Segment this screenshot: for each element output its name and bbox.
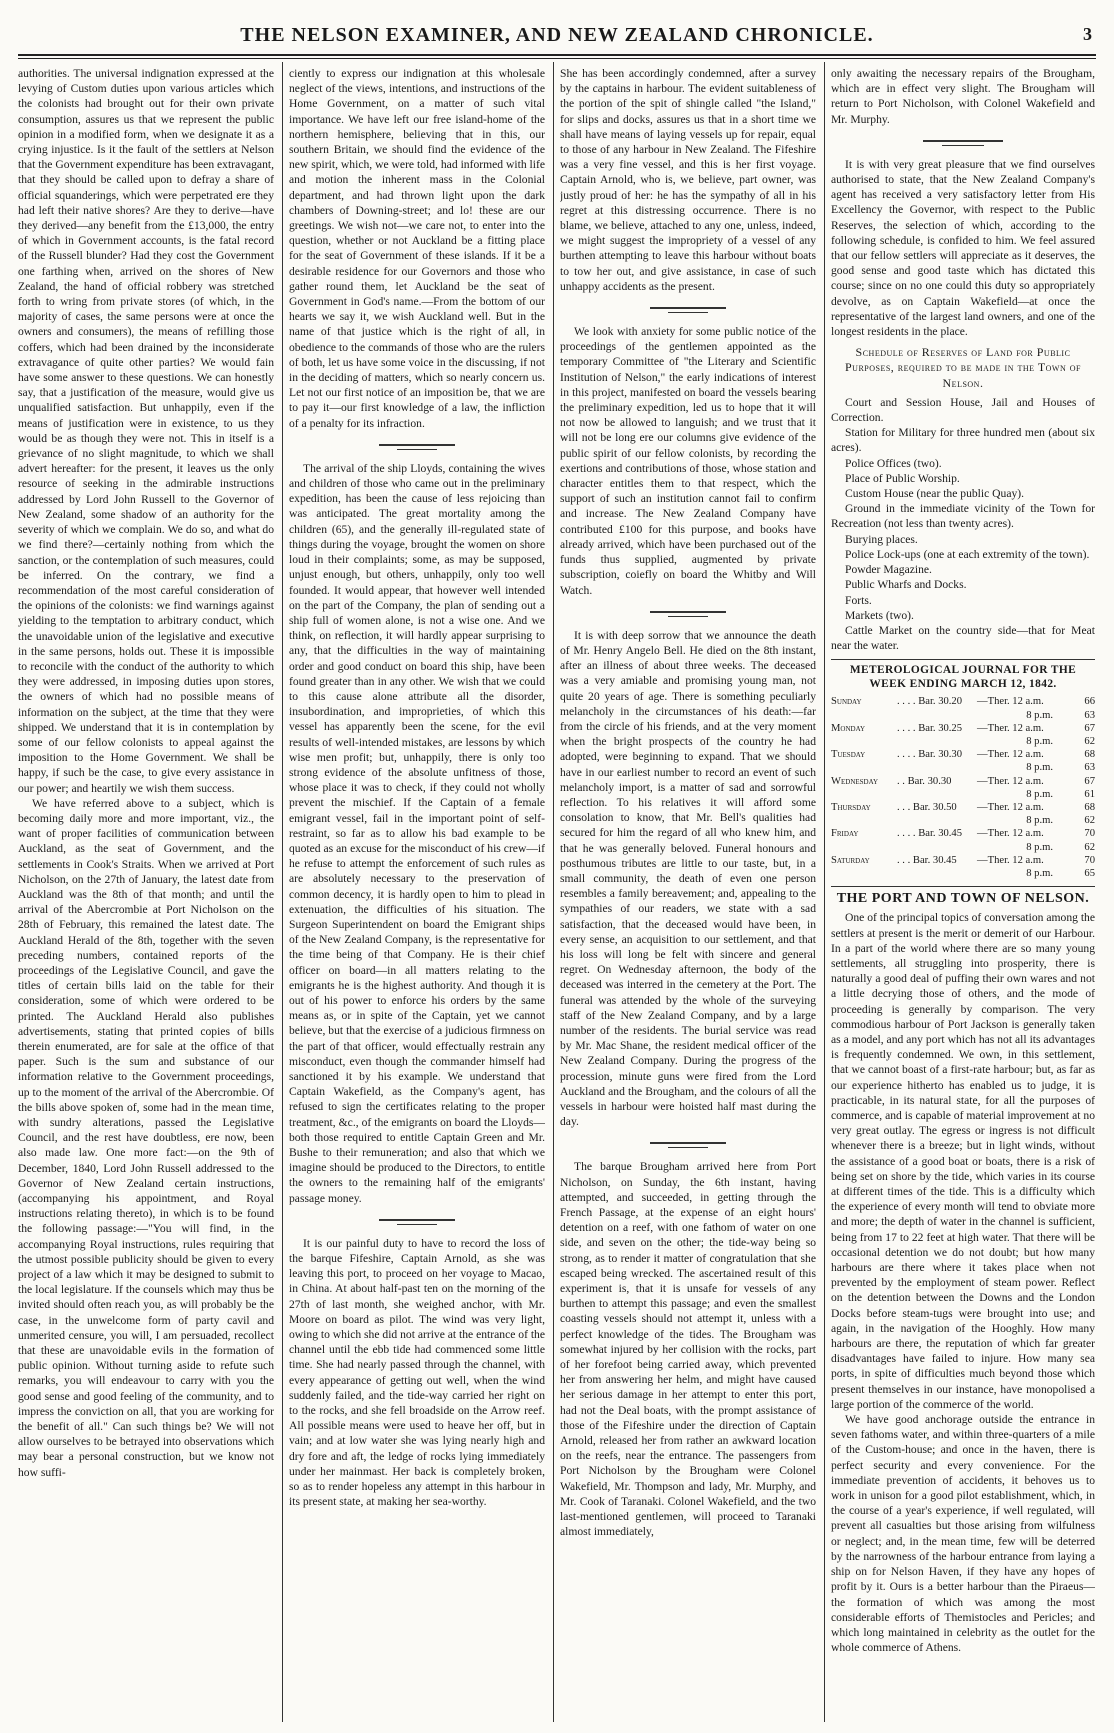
masthead-rule [18, 54, 1096, 56]
met-spacer [831, 867, 897, 880]
schedule-item: Police Offices (two). [845, 456, 942, 470]
met-row [831, 827, 1095, 840]
met-evening-label: 8 p.m. [1026, 735, 1053, 747]
met-evening-label: 8 p.m. [1026, 841, 1053, 853]
article-brougham-continued: only awaiting the necessary repairs of the Brougham, which are in effect very slight. The Brougham will return to Port Nicholson, with Colonel Wakefield and Mr. Murphy. [831, 67, 1095, 126]
met-temp-noon: 68 [1084, 749, 1095, 761]
met-row [831, 854, 1095, 867]
article-port-and-town: One of the principal topics of conversation among the settlers at present is the merit or demerit of our Harbour. In a part of the world where there are so many young settlements, all struggling into prosperity, there is naturally a good deal of puffing their own wares and not a little decrying those of others, and the mode of proceeding is generally by comparison. The very commodious harbour of Port Jackson is generally taken as a model, and any port which has not all its advantages is frequently condemned. We own, in this settlement, that we cannot boast of a first-rate harbour; but, as far as our experience hitherto has enabled us to judge, it is practicable, in its natural state, for all the purposes of commerce, and is capable of material improvement at no very great outlay. The egress or ingress is not difficult whenever there is a breeze; but in light winds, without the assistance of a good boat or boats, there is a risk of being set on shore by the tide, which varies in its course at different times of the tide. This is a difficulty which the experience of every month will tend to obviate more and more; the depth of water in the channel is sufficient, being from 17 to 22 feet at high water. That there will be occasional detention we do not doubt; but how many harbours are there where it takes place when not prevented by the employment of steam power. Reflect on the detention between the Downs and the London Docks before steam-tugs were brought into use; and again, in the navigation of the Hooghly. How many harbours are there, the reputation of which far greater disadvantages have failed to injure. How many sea ports, in spite of difficulties much beyond those which present themselves in our instance, have monopolised a large portion of the commerce of the world. [831, 911, 1095, 1411]
masthead-rule-thin [18, 58, 1096, 59]
met-spacer [897, 735, 977, 748]
met-spacer [897, 814, 977, 827]
met-temp-evening: 65 [1084, 867, 1095, 879]
meteorological-journal-title: METEROLOGICAL JOURNAL FOR THE WEEK ENDING MARCH 12, 1842. [849, 664, 1077, 691]
met-row-evening [831, 867, 1095, 880]
schedule-item: Station for Military for three hundred men (about six acres). [831, 426, 1095, 455]
met-temp-evening: 63 [1084, 709, 1095, 721]
article-death-henry-bell: It is with deep sorrow that we announce the death of Mr. Henry Angelo Bell. He died on the 8th instant, after an illness of about three weeks. The deceased was a very amiable and promising young man, not quite 20 years of age. There is something peculiarly melancholy in the circumstances of his death:—far from the circle of his friends, and at the very moment when the bright prospects of the country he had adopted, were beginning to expand. That we should have in our earliest number to record an event of such melancholy import, is a matter of sad and sorrowful reflection. To his relatives it will afford some consolation to know, that Mr. Bell's qualities had secured for him the regard of all who knew him, and that he was generally beloved. Funeral honours and posthumous tributes are little to our taste, but, in a small community, the death of even one person resembles a family bereavement; and, appealing to the sympathies of our readers, we state with a sad satisfaction, that the deceased would have been, in every sense, an acquisition to our settlement, and that his loss will long be felt with sincere and general regret. On Wednesday afternoon, the body of the deceased was interred in the cemetery at the Port. The funeral was attended by the whole of the surveying staff of the New Zealand Company, and by a large number of the residents. The burial service was read by Mr. Mac Shane, the resident medical officer of the New Zealand Company. During the progress of the procession, minute guns were fired from the Lord Auckland and the Brougham, and the colours of all the vessels in harbour were hoisted half mast during the day. [560, 628, 816, 1129]
met-thermometer-label: —Ther. 12 a.m. [977, 801, 1044, 813]
met-row [831, 801, 1095, 814]
schedule-item: Burying places. [845, 532, 918, 546]
met-temp-evening: 62 [1084, 841, 1095, 853]
article-separator [289, 437, 545, 455]
met-thermometer-label: —Ther. 12 a.m. [977, 696, 1044, 708]
met-day: Thursday [831, 801, 871, 813]
met-evening-label: 8 p.m. [1026, 709, 1053, 721]
schedule-list [831, 395, 1095, 653]
column-4 [831, 66, 1095, 1716]
article-literary-institution: We look with anxiety for some public notice of the proceedings of the gentlemen appointed as the temporary Committee of "the Literary and Scientific Institution of Nelson," the early indications of interest in this project, manifested on board the vessels bearing the preliminary expedition, led us to hope that it will not now be allowed to languish; and we trust that it will not be long ere our columns give evidence of the public spirit of our fellow colonists, by recording the exertions and contributions of those, whose station and character entitles them to that respect, which the support of such an institution cannot fail to confirm and increase. The New Zealand Company have contributed £100 for this purpose, and books have already arrived, which have been purchased out of the funds thus supplied, augmented by private subscription, coiefly on board the Whitby and Will Watch. [560, 325, 816, 597]
article-public-reserves: It is with very great pleasure that we find ourselves authorised to state, that the New Zealand Company's agent has received a very satisfactory letter from His Excellency the Governor, with respect to the Public Reserves, the selection of which, according to the following schedule, is confided to him. We feel assured that our fellow settlers will appreciate as it deserves, the good sense and good taste which has dictated this course; since on no one could this duty so appropriately devolve, as on Captain Wakefield—at once the representative of the largest land owners, and one of the longest residents in the place. [831, 157, 1095, 339]
met-barometer: . . . Bar. 30.50 [897, 801, 957, 813]
schedule-item: Ground in the immediate vicinity of the Town for Recreation (not less than twenty acres). [831, 502, 1095, 531]
met-temp-evening: 61 [1084, 788, 1095, 800]
masthead [18, 18, 1096, 54]
met-temp-noon: 70 [1084, 828, 1095, 840]
column-divider [553, 62, 554, 1722]
schedule-item: Place of Public Worship. [845, 471, 960, 485]
met-evening-label: 8 p.m. [1026, 867, 1053, 879]
met-temp-noon: 70 [1084, 854, 1095, 866]
schedule-heading: Schedule of Reserves of Land for Public Purposes, required to be made in the Town of Nelson. [845, 345, 1081, 390]
met-day: Wednesday [831, 775, 879, 787]
met-temp-noon: 68 [1084, 801, 1095, 813]
met-day: Saturday [831, 854, 870, 866]
met-evening-label: 8 p.m. [1026, 815, 1053, 827]
met-barometer: . . . . Bar. 30.30 [897, 749, 963, 761]
met-temp-evening: 63 [1084, 762, 1095, 774]
met-spacer [831, 735, 897, 748]
met-spacer [897, 761, 977, 774]
met-spacer [831, 814, 897, 827]
column-divider [282, 62, 283, 1722]
met-barometer: . . Bar. 30.30 [897, 775, 952, 787]
met-day: Sunday [831, 696, 862, 708]
met-temp-noon: 66 [1084, 696, 1095, 708]
met-spacer [897, 788, 977, 801]
schedule-item: Forts. [845, 593, 872, 607]
column-1 [18, 66, 274, 1716]
met-row-evening [831, 814, 1095, 827]
met-temp-evening: 62 [1084, 815, 1095, 827]
met-barometer: . . . . Bar. 30.25 [897, 722, 963, 734]
article-fifeshire-loss: It is our painful duty to have to record the loss of the barque Fifeshire, Captain Arnold, as she was leaving this port, to proceed on her voyage to Macao, in China. At about half-past ten on the morning of the 27th of last month, she weighed anchor, with Mr. Moore on board as pilot. The wind was very light, owing to which she did not arrive at the entrance of the channel until the ebb tide had commenced some little time. She had nearly passed through the channel, with every appearance of getting out well, when the wind suddenly failed, and the tide-way carried her right on to the rocks, and she fell broadside on the Arrow reef. All possible means were used to heave her off, but in vain; and at low water she was lying nearly high and dry fore and aft, the ledge of rocks lying immediately under her mainmast. Her back is completely broken, so as to render hopeless any attempt in this harbour in its present state, at making her sea-worthy. [289, 1236, 545, 1509]
met-row-evening [831, 761, 1095, 774]
met-barometer: . . . . Bar. 30.20 [897, 696, 963, 708]
article-separator [289, 1212, 545, 1230]
section-rule [831, 886, 1095, 887]
article-separator [560, 1135, 816, 1153]
section-rule [831, 659, 1095, 660]
article-separator [831, 133, 1095, 151]
met-spacer [831, 788, 897, 801]
met-row [831, 722, 1095, 735]
schedule-item: Custom House (near the public Quay). [845, 487, 1025, 501]
met-row [831, 748, 1095, 761]
met-spacer [831, 841, 897, 854]
schedule-item: Cattle Market on the country side—that for Meat near the water. [831, 623, 1095, 653]
met-row-evening [831, 709, 1095, 722]
met-temp-noon: 67 [1084, 722, 1095, 734]
column-3 [560, 66, 816, 1716]
met-thermometer-label: —Ther. 12 a.m. [977, 854, 1044, 866]
met-day: Monday [831, 722, 866, 734]
article-communication-text: We have referred above to a subject, which is becoming daily more and more important, viz., the want of proper facilities of communication between Auckland, as the seat of Government, and the settlements in Cook's Straits. When we arrived at Port Nicholson, on the 27th of January, the latest date from Auckland was the 8th of that month; and until the arrival of the Abercrombie at Port Nicholson on the 28th of February, this remained the latest date. The Auckland Herald of the 8th, together with the seven preceding numbers, contained reports of the proceedings of the Legislative Council, and gave the titles of certain bills laid on the table for their consideration, some of which were ordered to be printed. The Auckland Herald also publishes advertisements, stating that printed copies of bills therein enumerated, are for sale at the office of that paper. Such is the sum and substance of our information relative to the Government proceedings, up to the moment of the arrival of the Abercrombie. Of the bills above spoken of, some had in the mean time, with sundry alterations, passed the Legislative Council, and the rest have doubtless, ere now, been also made law. One more fact:—on the 9th of December, 1840, Lord John Russell addressed to the Governor of New Zealand certain instructions, (accompanying his appointment, and Royal instructions relating thereto), in which is to be found the following passage:—"You will find, in the accompanying Royal instructions, rules requiring that the utmost possible publicity should be given to every project of a law which it may be designed to submit to the local legislature. If the counsels which may thus be invited should often reach you, as will probably be the case, in the unwelcome form of party cavil and unmerited censure, you will, I am persuaded, recollect that these are unavoidable evils in the formation of public opinion. Without turning aside to refute such remarks, you will endeavour to carry with you the good sense and good feeling of the community, and to impress the conviction on all, that you are working for the benefit of all." Can such things be? We will not allow ourselves to be betrayed into observations which may bear a personal construction, but we know not how suffi- [18, 796, 274, 1479]
schedule-item: Public Wharfs and Docks. [845, 578, 967, 592]
met-temp-evening: 62 [1084, 735, 1095, 747]
met-day: Friday [831, 828, 859, 840]
meteorological-table [831, 695, 1095, 880]
article-port-anchorage: We have good anchorage outside the entrance in seven fathoms water, and within three-quarters of a mile of the Custom-house; and once in the haven, there is perfect security and every convenience. For the immediate prevention of accidents, it behoves us to work in unison for a good pilot establishment, which, in the course of a year's experience, if well regulated, will prevent all casualties but those arising from wilfulness or neglect; and, in the mean time, few will be deterred by the narrowness of the harbour entrance from laying a ship on for Nelson Haven, if they have any hopes of profit by it. Ours is a better harbour than the Piraeus—the formation of which was among the most considerable efforts of Themistocles and Pericles; and which long maintained in celebrity as the outlet for the whole commerce of Athens. [831, 1413, 1095, 1655]
met-row [831, 695, 1095, 708]
article-customs-duties-text: authorities. The universal indignation expressed at the levying of Custom duties upon various articles which the colonists had brought out for their own private consumption, assures us that we represent the public opinion in a modified form, when we designate it as a crying injustice. Is it the fault of the settlers at Nelson that the Government expenditure has been extravagant, that they should be called upon to defray a share of official squanderings, which were perpetrated ere they had left their native shores? Are they to derive—have they derived—any benefit from the £13,000, the entry of which in Government accounts, is the fatal record of the Russell blunder? Had they cost the Government one farthing when, arrived on the shores of New Zealand, the hand of official robbery was stretched forth to wring from private stores (of which, in the majority of cases, the same persons were at once the owners and consumers), the means of refilling those coffers, which had been drained by the inconsiderate extravagance of quite other parties? We would fain have some answer to these questions. We can honestly say, that a justification of the measure, would give us unqualified satisfaction. But unhappily, even if the means of justification were in existence, to us they would be as though they were not. This in itself is a grievance of no slight magnitude, to which we shall advert hereafter: for the present, it leaves us the only resource of seeking in the admirable instructions addressed by Lord John Russell to the Governor of New Zealand, some shadow of an authority for the severity of which we complain. We do so, and what do we find there?—certainly nothing from which the sanction, or the contemplation of such measures, could be inferred. On the contrary, we find a recommendation of the most careful consideration of the opinions of the colonists: we find warnings against yielding to the temptation to arbitrary conduct, which the unavoidable union of the legislative and executive in the same persons, holds out. These it is impossible to reconcile with the conduct of the authority to which they were addressed, in imposing duties upon stores, the owners of which had no possible means of information on the subject, at the time that they were shipped. We understand that it is in contemplation by some of our fellow colonists to appeal against the imposition to the Home Government. We shall be happy, if such be the case, to give every assistance in our power; and heartily we wish them success. [18, 67, 274, 795]
met-row-evening [831, 841, 1095, 854]
article-fifeshire-continued: She has been accordingly condemned, after a survey by the captains in harbour. The evident suitableness of the portion of the spit of shingle called "the Island," for slips and docks, assures us that in a short time we shall have means of laying vessels up for repair, equal to those of any harbour in New Zealand. The Fifeshire was a very fine vessel, and this is her first voyage. Captain Arnold, who is, we believe, part owner, was justly proud of her: he has the sympathy of all in his regret at this distressing occurrence. There is no blame, we believe, attached to any one, unless, indeed, we might suggest the impropriety of a vessel of any burthen attempting to leave this harbour without boats to tow her out, and give assistance, in case of such unhappy accidents as the present. [560, 67, 816, 293]
met-evening-label: 8 p.m. [1026, 762, 1053, 774]
met-spacer [897, 867, 977, 880]
article-separator [560, 604, 816, 622]
newspaper-title: THE NELSON EXAMINER, AND NEW ZEALAND CHRONICLE. [240, 24, 874, 46]
schedule-item: Police Lock-ups (one at each extremity of the town). [845, 547, 1090, 561]
met-temp-noon: 67 [1084, 775, 1095, 787]
article-brougham-arrival: The barque Brougham arrived here from Port Nicholson, on Sunday, the 6th instant, having attempted, and succeeded, in getting through the French Passage, at the expense of an eight hours' detention on a reef, with one fathom of water on one side, and seven on the other; the tide-way being so strong, as to render it matter of congratulation that she escaped being wrecked. The ascertained result of this experiment is, that it is unsafe for vessels of any burthen to attempt this passage; and even the smallest coasting vessels should not attempt it, unless with a perfect knowledge of the tides. The Brougham was somewhat injured by her collision with the rocks, part of her forefoot being carried away, which prevented her from answering her helm, and might have caused her serious damage in her attempt to enter this port, had not the Deal boats, with the prompt assistance of those of the Fifeshire under the direction of Captain Arnold, released her from rather an awkward location on the reefs, near the entrance. The passengers from Port Nicholson by the Brougham were Colonel Wakefield, Mr. Thompson and lady, Mr. Murphy, and Mr. Cook of Taranaki. Colonel Wakefield, and the two last-mentioned gentlemen, will proceed to Taranaki almost immediately, [560, 1160, 816, 1539]
met-day: Tuesday [831, 749, 866, 761]
met-row-evening [831, 788, 1095, 801]
page-number: 3 [1083, 24, 1092, 44]
article-customs-duties-continued: ciently to express our indignation at this wholesale neglect of the views, intentions, and instructions of the Home Government, on a matter of such vital importance. We have left our free island-home of the northern hemisphere, believing that in this, our southern Britain, we should find the evidence of the new spirit, which, we were told, had informed with life and motion the inherent mass in the Colonial department, and had thrown light upon the dark chambers of Downing-street; and lo! these are our greetings. We wish not—we care not, to enter into the question, whether or not Auckland be a fitting place for the seat of Government of these islands. If it be a desirable residence for our Governors and those who gather round them, let Auckland be the seat of Government in God's name.—From the bottom of our hearts we say it, we wish Auckland well. But in the name of that justice which is the right of all, in obedience to the commands of those who are the rulers of both, let us have some voice in the discussing, if not in the deciding of matters, which so nearly concern us. Let not our first notice of an imposition be, that we are to pay it—our first knowledge of a law, the infliction of a penalty for its infraction. [289, 67, 545, 430]
column-divider [824, 62, 825, 1722]
met-thermometer-label: —Ther. 12 a.m. [977, 749, 1044, 761]
port-town-heading: THE PORT AND TOWN OF NELSON. [836, 891, 1090, 907]
met-thermometer-label: —Ther. 12 a.m. [977, 828, 1044, 840]
met-spacer [831, 709, 897, 722]
met-spacer [897, 709, 977, 722]
article-ship-lloyds: The arrival of the ship Lloyds, containing the wives and children of those who came out in the preliminary expedition, has been the cause of less rejoicing than was anticipated. The great mortality among the children (65), and the generally ill-regulated state of things during the voyage, brought the women on shore loud in their complaints; some, as may be supposed, unjust enough, but others, unhappily, only too well founded. It would appear, that however well intended on the part of the Company, the plan of sending out a ship full of women alone, is not a wise one. And we think, on reflection, it will hardly appear surprising to any, that the difficulties in the way of maintaining order and good conduct on board this ship, have been found greater than in any other. We wish that we could to this cause alone attribute all the disorder, insubordination, and improprieties, of which this vessel has apparently been the scene, for the evil results of well-intended mistakes, are lessons by which wise men profit; but, unhappily, there is only too strong evidence of the absolute unfitness of those, whose place it was to check, if they could not wholly prevent the mischief. If the Captain of a female emigrant vessel, fail in the important point of self-restraint, so far as to allow his bad example to be quoted as an excuse for the misconduct of his crew—if he refuse to attempt the enforcement of such rules as are absolutely necessary to the preservation of common decency, it is hardly open to him to plead in extenuation, the difficulties of his situation. The Surgeon Superintendent on board the Emigrant ships of the New Zealand Company, is the representative for the time being of that Company. He is their chief officer on board—in all matters relating to the emigrants he is the highest authority. And though it is out of his power to enforce his orders by the same means as, or in spite of the Captain, yet we cannot believe, but that the exercise of a judicious firmness on the part of that officer, would effectually restrain any misconduct, even though the commander himself had sanctioned it by his example. We understand that Captain Wakefield, as the Company's agent, has refused to sign the certificates relating to the proper treatment, &c., of the emigrants on board the Lloyds—both those required to entitle Captain Green and Mr. Bushe to their remuneration; and also that which we imagine should be produced to the Directors, to entitle the owners to the remaining half of the emigrants' passage money. [289, 461, 545, 1205]
met-spacer [831, 761, 897, 774]
schedule-item: Court and Session House, Jail and Houses of Correction. [831, 395, 1095, 425]
met-barometer: . . . Bar. 30.45 [897, 854, 957, 866]
schedule-item: Markets (two). [845, 608, 914, 622]
met-thermometer-label: —Ther. 12 a.m. [977, 775, 1044, 787]
met-row-evening [831, 735, 1095, 748]
article-separator [560, 300, 816, 318]
column-2 [289, 66, 545, 1716]
met-thermometer-label: —Ther. 12 a.m. [977, 722, 1044, 734]
met-barometer: . . . . Bar. 30.45 [897, 828, 963, 840]
schedule-item: Powder Magazine. [845, 563, 932, 577]
met-evening-label: 8 p.m. [1026, 788, 1053, 800]
met-row [831, 775, 1095, 788]
met-spacer [897, 841, 977, 854]
